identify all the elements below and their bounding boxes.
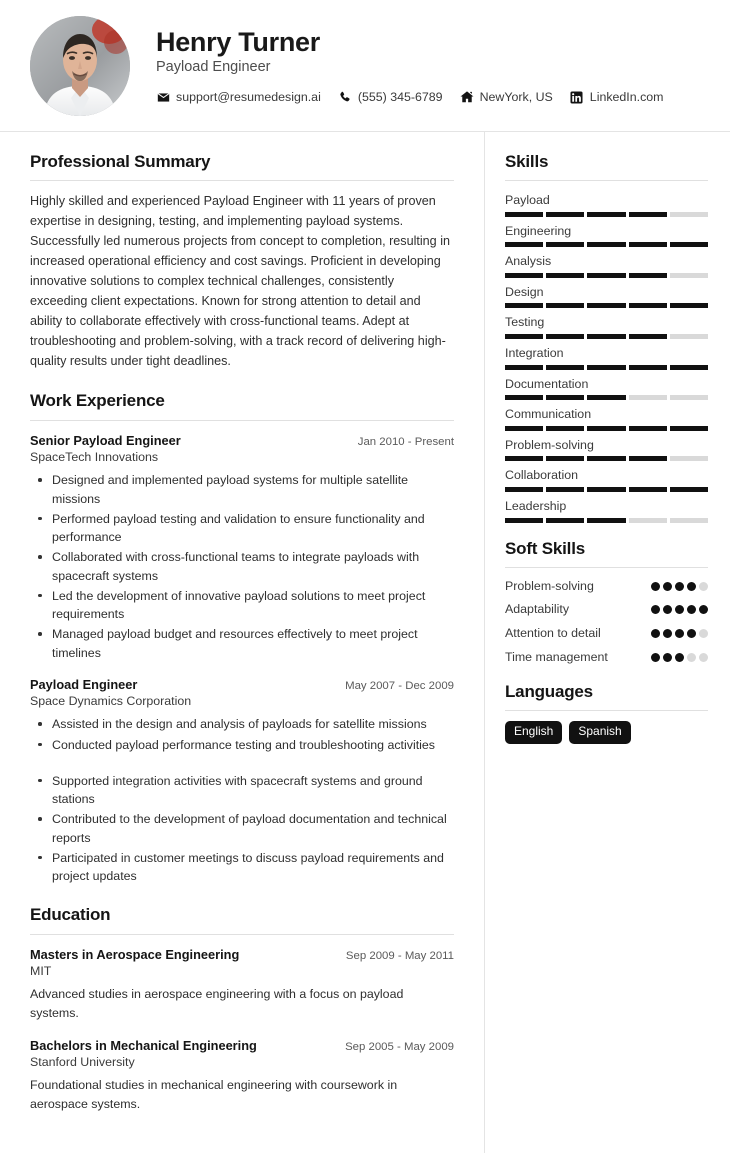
skill-level-segment <box>546 518 584 523</box>
header-text-block <box>156 27 706 105</box>
language-chip: Spanish <box>569 721 630 744</box>
skill-row <box>505 313 708 339</box>
skill-level-bar <box>505 456 708 461</box>
rating-dot <box>699 582 708 591</box>
experience-bullets <box>30 715 454 885</box>
skill-level-segment <box>670 303 708 308</box>
skill-level-segment <box>546 334 584 339</box>
rating-dot <box>675 582 684 591</box>
skill-level-bar <box>505 303 708 308</box>
section-work-experience <box>30 391 454 885</box>
rating-dot <box>663 653 672 662</box>
contact-email[interactable] <box>156 90 321 104</box>
soft-skill-row <box>505 578 708 596</box>
rating-dot <box>651 653 660 662</box>
soft-skill-rating <box>651 649 708 662</box>
rating-dot <box>675 653 684 662</box>
experience-entry-header <box>30 676 454 693</box>
skill-level-segment <box>670 426 708 431</box>
skill-row <box>505 191 708 217</box>
skill-level-bar <box>505 212 708 217</box>
skill-level-segment <box>587 426 625 431</box>
skill-level-segment <box>505 212 543 217</box>
experience-bullet: Conducted payload performance testing and troubleshooting activities <box>50 736 454 754</box>
education-school: Stanford University <box>30 1054 135 1069</box>
skill-row <box>505 405 708 431</box>
education-description: Advanced studies in aerospace engineering with a focus on payload systems. <box>30 987 404 1020</box>
experience-bullet: Supported integration activities with spacecraft systems and ground stations <box>50 772 454 808</box>
experience-bullet: Collaborated with cross-functional teams to integrate payloads with spacecraft systems <box>50 548 454 584</box>
education-degree: Masters in Aerospace Engineering <box>30 946 240 962</box>
skill-level-segment <box>670 273 708 278</box>
skill-level-segment <box>629 365 667 370</box>
rating-dot <box>687 653 696 662</box>
contact-phone-label: (555) 345-6789 <box>357 90 443 105</box>
contact-location[interactable] <box>460 90 553 104</box>
skill-level-segment <box>629 242 667 247</box>
contact-phone[interactable] <box>338 90 443 104</box>
section-languages <box>505 682 708 744</box>
skill-level-segment <box>629 518 667 523</box>
avatar <box>30 16 130 116</box>
skill-level-segment <box>587 518 625 523</box>
section-title-education: Education <box>30 905 111 925</box>
rating-dot <box>663 582 672 591</box>
divider <box>505 180 708 181</box>
rating-dot <box>699 605 708 614</box>
divider <box>505 710 708 711</box>
education-school: MIT <box>30 963 52 978</box>
rating-dot <box>651 605 660 614</box>
skill-level-segment <box>587 365 625 370</box>
soft-skill-rating <box>651 625 708 638</box>
skill-level-segment <box>505 303 543 308</box>
soft-skill-label: Time management <box>505 649 608 664</box>
skill-level-bar <box>505 273 708 278</box>
skill-row <box>505 222 708 248</box>
contact-location-label: NewYork, US <box>479 90 553 105</box>
soft-skill-rating <box>651 578 708 591</box>
skill-label: Engineering <box>505 223 572 238</box>
skill-level-segment <box>629 395 667 400</box>
skill-level-segment <box>546 303 584 308</box>
skill-level-segment <box>546 487 584 492</box>
section-title-skills: Skills <box>505 152 549 171</box>
linkedin-icon <box>570 90 584 104</box>
experience-bullets <box>30 471 454 661</box>
skill-level-segment <box>587 212 625 217</box>
soft-skill-label: Problem-solving <box>505 578 594 593</box>
divider <box>30 420 454 421</box>
skill-level-segment <box>629 487 667 492</box>
section-title-soft-skills: Soft Skills <box>505 538 585 558</box>
skill-level-segment <box>670 518 708 523</box>
skill-row <box>505 375 708 401</box>
skill-level-bar <box>505 334 708 339</box>
divider <box>505 567 708 568</box>
skill-row <box>505 344 708 370</box>
side-column <box>485 132 730 780</box>
skill-level-segment <box>587 242 625 247</box>
education-degree: Bachelors in Mechanical Engineering <box>30 1037 257 1053</box>
skills-list <box>505 191 708 523</box>
skill-level-bar <box>505 395 708 400</box>
skill-label: Integration <box>505 346 564 361</box>
contact-linkedin-label: LinkedIn.com <box>589 90 664 105</box>
main-column <box>0 132 485 1153</box>
skill-label: Payload <box>505 193 550 207</box>
contact-list <box>156 90 706 104</box>
skill-level-segment <box>629 273 667 278</box>
skill-level-segment <box>546 212 584 217</box>
skill-level-segment <box>505 365 543 370</box>
rating-dot <box>651 629 660 638</box>
skill-row <box>505 252 708 278</box>
education-date: Sep 2005 - May 2009 <box>345 1040 454 1053</box>
envelope-icon <box>156 90 170 104</box>
summary-text: Highly skilled and experienced Payload Engineer with 11 years of proven expertise in designing, testing, and implementing payload systems. Successfully led numerous projects from concept to completion, resulting in increased operational efficiency and cost savings. Proficient in developing innovative solutions to complex technical challenges, consistently exceeding client expectations. Known for strong attention to detail and ability to collaborate effectively with cross-functional teams. Adept at troubleshooting and problem-solving, with a track record of delivering high-quality results under tight deadlines. <box>30 194 450 368</box>
soft-skills-list <box>505 578 708 666</box>
skill-row <box>505 436 708 462</box>
rating-dot <box>699 653 708 662</box>
education-date: Sep 2009 - May 2011 <box>345 949 454 962</box>
rating-dot <box>675 629 684 638</box>
skill-level-segment <box>546 395 584 400</box>
rating-dot <box>699 629 708 638</box>
skill-level-segment <box>546 242 584 247</box>
skill-label: Testing <box>505 315 545 330</box>
skill-level-segment <box>505 242 543 247</box>
skill-label: Analysis <box>505 254 552 269</box>
job-title: Payload Engineer <box>156 58 271 75</box>
skill-level-segment <box>629 426 667 431</box>
experience-organization: SpaceTech Innovations <box>30 450 159 465</box>
experience-bullet: Designed and implemented payload systems for multiple satellite missions <box>50 471 454 507</box>
resume-body <box>0 132 730 1153</box>
languages-list <box>505 721 708 744</box>
skill-level-segment <box>505 334 543 339</box>
skill-label: Problem-solving <box>505 437 594 452</box>
soft-skill-label: Attention to detail <box>505 625 601 640</box>
divider <box>30 180 454 181</box>
page-title: Henry Turner <box>156 26 320 57</box>
experience-role: Payload Engineer <box>30 676 138 692</box>
experience-date: May 2007 - Dec 2009 <box>345 679 454 692</box>
rating-dot <box>687 605 696 614</box>
experience-bullet: Assisted in the design and analysis of payloads for satellite missions <box>50 715 454 733</box>
rating-dot <box>687 629 696 638</box>
experience-entry <box>30 676 454 886</box>
soft-skill-rating <box>651 601 708 614</box>
soft-skill-label: Adaptability <box>505 602 570 617</box>
skill-level-segment <box>505 273 543 278</box>
skill-label: Leadership <box>505 499 567 514</box>
skill-level-bar <box>505 487 708 492</box>
skill-row <box>505 283 708 309</box>
soft-skill-row <box>505 625 708 643</box>
resume-header <box>0 0 730 132</box>
skill-level-segment <box>546 426 584 431</box>
section-skills <box>505 152 708 523</box>
skill-level-segment <box>587 303 625 308</box>
skill-level-segment <box>629 212 667 217</box>
experience-role: Senior Payload Engineer <box>30 432 181 448</box>
contact-email-label: support@resumedesign.ai <box>176 90 321 105</box>
skill-level-segment <box>505 456 543 461</box>
education-entry <box>30 946 454 1023</box>
skill-level-segment <box>629 303 667 308</box>
rating-dot <box>651 582 660 591</box>
experience-organization: Space Dynamics Corporation <box>30 694 192 709</box>
section-soft-skills <box>505 539 708 666</box>
skill-level-segment <box>505 487 543 492</box>
section-title-experience: Work Experience <box>30 391 165 411</box>
divider <box>30 934 454 935</box>
skill-row <box>505 497 708 523</box>
soft-skill-row <box>505 601 708 619</box>
skill-label: Collaboration <box>505 468 579 483</box>
education-list <box>30 946 454 1114</box>
experience-bullet: Contributed to the development of payload documentation and technical reports <box>50 810 454 846</box>
skill-level-segment <box>670 456 708 461</box>
skill-level-segment <box>629 456 667 461</box>
section-title-summary: Professional Summary <box>30 152 211 171</box>
section-title-languages: Languages <box>505 682 593 702</box>
language-chip: English <box>505 721 562 744</box>
skill-level-bar <box>505 365 708 370</box>
rating-dot <box>663 605 672 614</box>
skill-level-segment <box>670 365 708 370</box>
skill-level-segment <box>670 212 708 217</box>
skill-level-bar <box>505 242 708 247</box>
rating-dot <box>687 582 696 591</box>
experience-entry <box>30 432 454 662</box>
skill-level-segment <box>505 518 543 523</box>
skill-label: Design <box>505 284 544 299</box>
skill-row <box>505 466 708 492</box>
skill-level-segment <box>546 365 584 370</box>
experience-bullet: Managed payload budget and resources effectively to meet project timelines <box>50 625 454 661</box>
education-entry <box>30 1037 454 1114</box>
education-entry-header <box>30 946 454 963</box>
experience-entry-header <box>30 432 454 449</box>
skill-level-segment <box>505 395 543 400</box>
contact-linkedin[interactable] <box>570 90 664 104</box>
section-education <box>30 905 454 1113</box>
experience-date: Jan 2010 - Present <box>357 435 454 448</box>
skill-level-segment <box>505 426 543 431</box>
skill-level-segment <box>670 334 708 339</box>
skill-level-segment <box>587 334 625 339</box>
skill-level-segment <box>587 487 625 492</box>
soft-skill-row <box>505 649 708 667</box>
experience-bullet <box>50 756 454 770</box>
experience-bullet: Participated in customer meetings to discuss payload requirements and project updates <box>50 849 454 885</box>
experience-bullet: Led the development of innovative payload solutions to meet project requirements <box>50 587 454 623</box>
skill-label: Communication <box>505 407 592 422</box>
experience-list <box>30 432 454 885</box>
section-professional-summary <box>30 152 454 371</box>
rating-dot <box>675 605 684 614</box>
skill-level-segment <box>670 242 708 247</box>
rating-dot <box>663 629 672 638</box>
home-icon <box>460 90 474 104</box>
skill-level-segment <box>629 334 667 339</box>
phone-icon <box>338 90 352 104</box>
skill-level-segment <box>546 273 584 278</box>
skill-level-segment <box>587 456 625 461</box>
skill-level-segment <box>670 395 708 400</box>
skill-label: Documentation <box>505 376 589 391</box>
skill-level-bar <box>505 426 708 431</box>
skill-level-segment <box>587 273 625 278</box>
skill-level-segment <box>546 456 584 461</box>
education-description: Foundational studies in mechanical engineering with coursework in aerospace systems. <box>30 1078 398 1111</box>
skill-level-segment <box>670 487 708 492</box>
education-entry-header <box>30 1037 454 1054</box>
skill-level-bar <box>505 518 708 523</box>
experience-bullet: Performed payload testing and validation to ensure functionality and performance <box>50 510 454 546</box>
skill-level-segment <box>587 395 625 400</box>
